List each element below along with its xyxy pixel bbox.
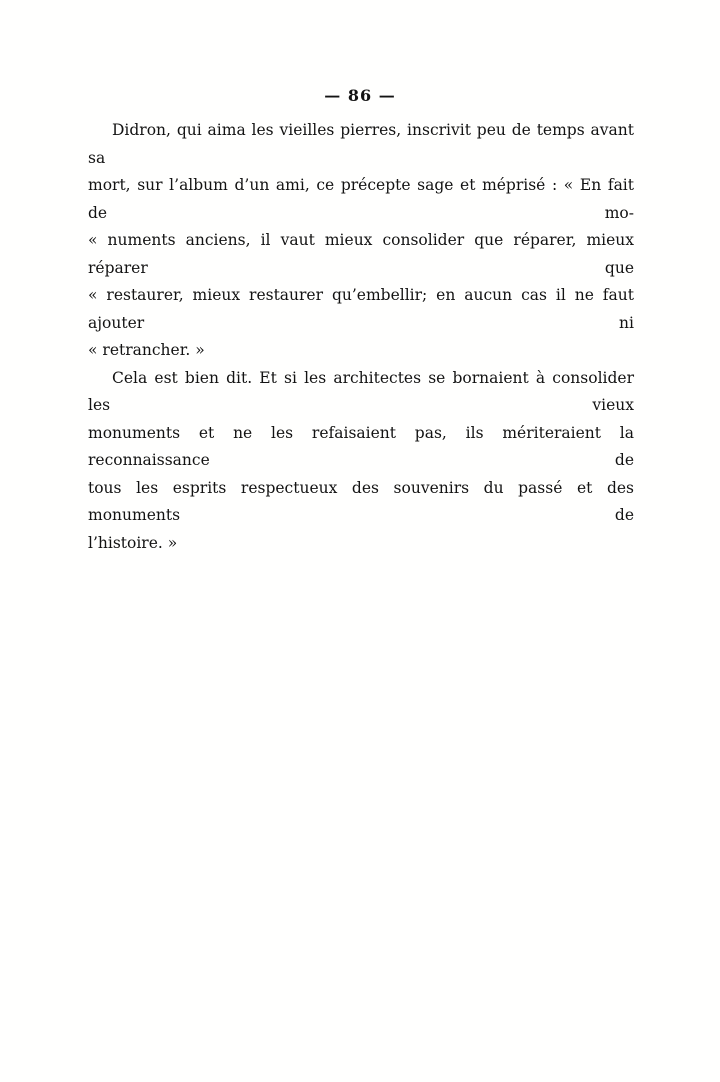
page-number: — 86 — <box>324 86 396 105</box>
paragraph <box>88 117 634 365</box>
body-text <box>88 117 634 557</box>
text-line: « restaurer, mieux restaurer qu’embellir; en aucun cas il ne faut ajouter ni <box>88 286 634 332</box>
paragraph <box>88 365 634 558</box>
text-line: l’histoire. » <box>88 533 178 552</box>
text-line: « numents anciens, il vaut mieux consolider que réparer, mieux réparer que <box>88 231 634 277</box>
text-line: Cela est bien dit. Et si les architectes se bornaient à consolider les vieux <box>88 368 634 414</box>
text-line: « retrancher. » <box>88 341 205 359</box>
text-line: mort, sur l’album d’un ami, ce précepte sage et méprisé : « En fait de mo- <box>88 176 634 222</box>
text-line: Didron, qui aima les vieilles pierres, inscrivit peu de temps avant sa <box>88 121 634 167</box>
text-line: tous les esprits respectueux des souvenirs du passé et des monuments de <box>88 478 634 524</box>
text-line: monuments et ne les refaisaient pas, ils mériteraient la reconnaissance de <box>88 423 634 469</box>
